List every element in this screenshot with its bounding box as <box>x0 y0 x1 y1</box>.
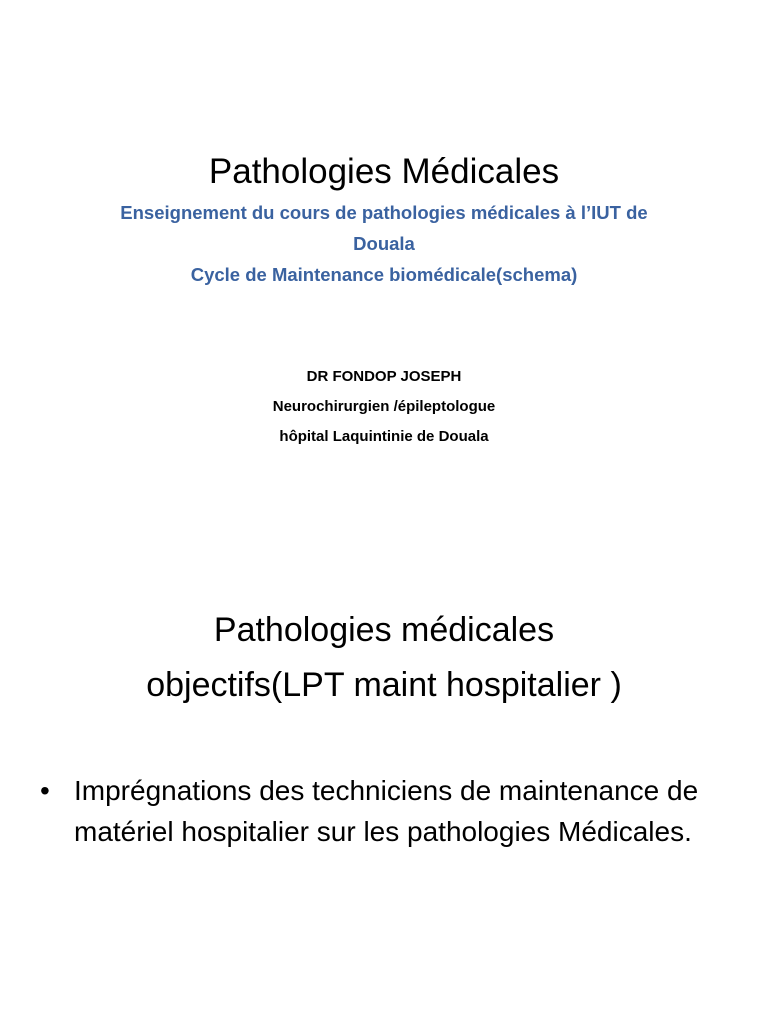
bullet-icon: • <box>40 775 50 806</box>
objectives-bullet-list <box>40 770 740 852</box>
bullet-text: Imprégnations des techniciens de maintenance de matériel hospitalier sur les pathologies Médicales. <box>74 775 699 847</box>
author-hospital: hôpital Laquintinie de Douala <box>279 428 489 445</box>
bullet-item <box>40 770 740 852</box>
subtitle-line-2: Douala <box>353 233 415 254</box>
author-role: Neurochirurgien /épileptologue <box>272 398 496 415</box>
subtitle-line-1: Enseignement du cours de pathologies médicales à l’IUT de <box>120 202 648 223</box>
main-title: Pathologies Médicales <box>208 152 560 191</box>
author-block <box>0 362 768 452</box>
subtitle-block <box>40 197 728 290</box>
objectives-title <box>0 603 768 713</box>
objectives-title-line-1: Pathologies médicales <box>213 611 555 649</box>
subtitle-line-3: Cycle de Maintenance biomédicale(schema) <box>190 264 578 285</box>
objectives-slide <box>0 540 768 1024</box>
objectives-title-line-2: objectifs(LPT maint hospitalier ) <box>146 666 622 704</box>
author-name: DR FONDOP JOSEPH <box>306 368 462 385</box>
